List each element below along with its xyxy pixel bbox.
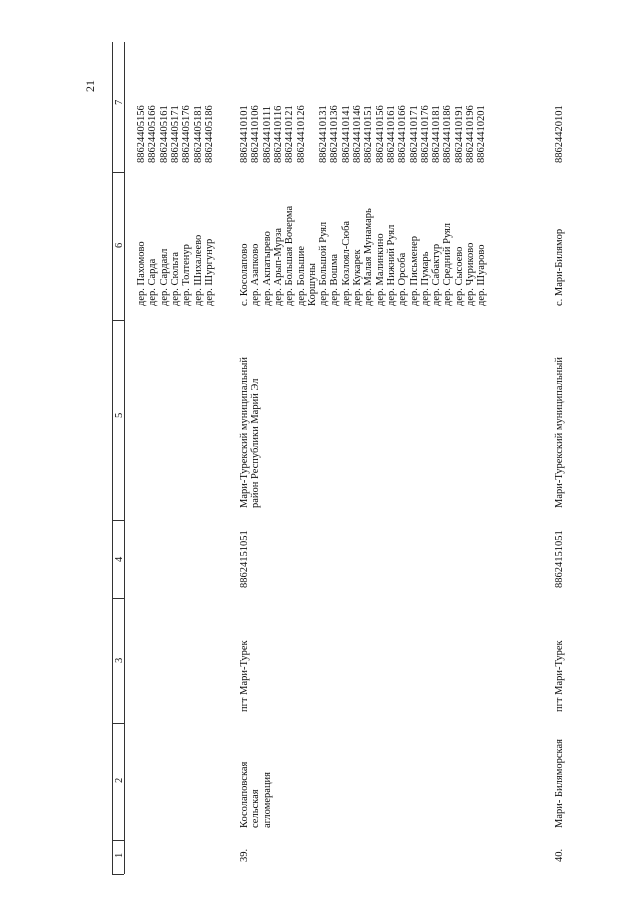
admin-center: пгт Мари-Турек (554, 640, 565, 712)
table-top-border (112, 42, 113, 874)
settlement-code: 88624410136 (329, 105, 341, 163)
district-name: Мари-Турекский муниципальный (239, 357, 250, 508)
settlement-name: дер. Сабактур (431, 243, 443, 306)
settlement-code: 88624410126 (295, 105, 307, 163)
column-header-5: 5 (114, 412, 125, 418)
column-header-7: 7 (114, 99, 125, 105)
settlement-code: 88624410186 (442, 105, 454, 163)
settlement-name: дер. Кукарек (352, 249, 363, 306)
settlement-name: дер. Толтенур (181, 244, 193, 306)
settlement-code: 88624410101 (239, 105, 250, 163)
settlement-name: дер. Чуриково (465, 242, 476, 306)
table-right-border (112, 874, 124, 875)
settlement-name: дер. Азапково (250, 243, 262, 306)
agglomeration-name: Мари- Биляморская (554, 739, 565, 828)
settlement-code: 88624405161 (158, 105, 170, 163)
settlement-code: 88624410191 (453, 105, 465, 163)
settlement-code: 88624420101 (554, 105, 565, 163)
admin-center-code: 88624151051 (239, 530, 250, 588)
settlement-code: 88624410171 (408, 105, 420, 163)
settlement-code: 88624405176 (181, 105, 193, 163)
settlement-code: 88624410151 (363, 105, 375, 163)
settlement-code: 88624405156 (136, 105, 147, 163)
column-header-2: 2 (114, 777, 125, 783)
column-divider-1-2 (112, 840, 124, 841)
column-header-1: 1 (114, 852, 125, 858)
settlement-name: дер. Арып-Мурза (272, 227, 284, 306)
header-row-border (124, 42, 125, 874)
settlement-code: 88624410121 (284, 105, 296, 163)
settlement-name: Коршуны (306, 263, 318, 306)
column-header-4: 4 (114, 556, 125, 562)
settlement-name: дер. Большие (295, 245, 307, 306)
settlement-name: дер. Орсоба (397, 252, 409, 306)
row-number: 40. (554, 848, 565, 862)
settlement-code: 88624410156 (374, 105, 386, 163)
settlement-code: 88624410116 (272, 105, 284, 163)
admin-center-code: 88624151051 (554, 530, 565, 588)
settlement-name: дер. Большой Руял (318, 221, 330, 306)
settlement-name: дер. Письменер (408, 236, 420, 306)
settlement-name: дер. Акпатырево (261, 231, 273, 306)
settlement-name: дер. Шургунур (203, 238, 215, 306)
settlement-name: дер. Шуарово (476, 244, 488, 306)
settlement-code: 88624410106 (250, 105, 262, 163)
agglomeration-name: сельская (250, 789, 262, 828)
settlement-code: 88624410166 (397, 105, 409, 163)
settlement-code: 88624410161 (385, 105, 397, 163)
agglomeration-name: Косолаповская (239, 761, 250, 828)
column-divider-4-5 (112, 520, 124, 521)
column-divider-3-4 (112, 598, 124, 599)
settlement-name: дер. Сюльта (169, 251, 181, 306)
settlement-code: 88624410146 (352, 105, 363, 163)
column-header-3: 3 (114, 657, 125, 663)
settlement-name: дер. Сардаял (158, 248, 170, 306)
settlement-name: дер. Большая Вочерма (284, 205, 296, 306)
column-header-6: 6 (114, 242, 125, 248)
settlement-code: 88624410111 (261, 106, 273, 163)
settlement-name: с. Мари-Билямор (554, 228, 565, 306)
settlement-name: дер. Малинкино (374, 233, 386, 306)
district-name: район Республики Марий Эл (250, 378, 262, 508)
district-name: Мари-Турекский муниципальный (554, 357, 565, 508)
settlement-code: 88624410131 (318, 105, 330, 163)
settlement-name: дер. Нижний Руял (385, 224, 397, 306)
settlement-code: 88624405166 (147, 105, 159, 163)
settlement-code: 88624410176 (419, 105, 431, 163)
settlement-name: дер. Малая Мунамарь (363, 208, 375, 306)
settlement-name: дер. Шихалеево (192, 234, 204, 306)
settlement-code: 88624410181 (431, 105, 443, 163)
settlement-name: дер. Пумарь (419, 251, 431, 306)
settlement-code: 88624410196 (465, 105, 476, 163)
row-number: 39. (239, 848, 250, 862)
agglomeration-name: агломерация (261, 771, 273, 828)
settlement-name: дер. Сарда (147, 258, 159, 306)
column-divider-6-7 (112, 172, 124, 173)
settlement-code: 88624410141 (340, 105, 352, 163)
settlement-name: дер. Сысоево (453, 246, 465, 306)
settlement-name: с. Косолапово (239, 243, 250, 306)
settlement-name: дер. Пахомово (136, 241, 147, 306)
settlement-name: дер. Средний Руял (442, 222, 454, 306)
settlement-code: 88624410201 (476, 105, 488, 163)
settlement-name: дер. Вошма (329, 253, 341, 306)
settlement-code: 88624405186 (203, 105, 215, 163)
settlement-code: 88624405171 (169, 105, 181, 163)
settlement-code: 88624405181 (192, 105, 204, 163)
page-number: 21 (83, 80, 97, 92)
column-divider-5-6 (112, 320, 124, 321)
settlement-name: дер. Козлоял-Сюба (340, 220, 352, 306)
admin-center: пгт Мари-Турек (239, 640, 250, 712)
column-divider-2-3 (112, 723, 124, 724)
